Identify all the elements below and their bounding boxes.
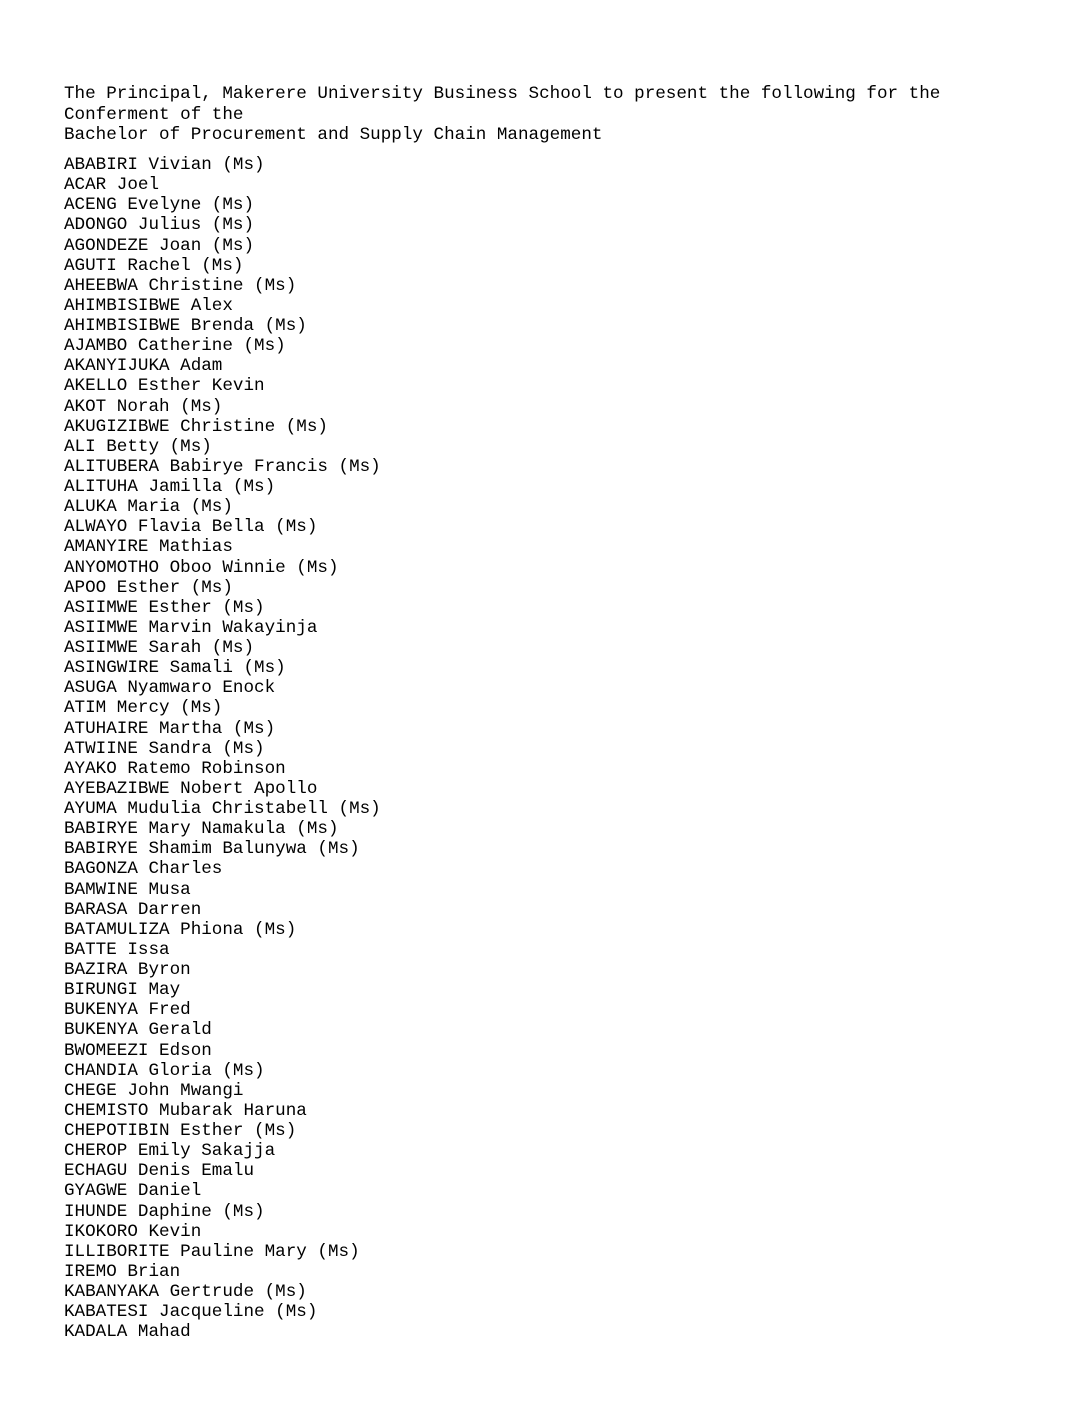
graduand-name: AGONDEZE Joan (Ms) [64, 235, 255, 256]
graduand-name: BAZIRA Byron [64, 960, 191, 980]
graduand-name: CHEROP Emily Sakajja [64, 1141, 276, 1162]
graduand-name: CHEMISTO Mubarak Haruna [64, 1100, 307, 1121]
graduand-name: ATWIINE Sandra (Ms) [64, 738, 265, 759]
document-content [64, 84, 1024, 1342]
graduand-name: BATTE Issa [64, 939, 170, 960]
graduand-name: IHUNDE Daphine (Ms) [64, 1201, 265, 1222]
graduand-name: AYEBAZIBWE Nobert Apollo [64, 778, 318, 799]
graduand-name: CHEPOTIBIN Esther (Ms) [64, 1121, 297, 1141]
graduand-name: AKELLO Esther Kevin [64, 376, 265, 397]
graduand-name: KADALA Mahad [64, 1322, 191, 1343]
graduand-name: ALITUHA Jamilla (Ms) [64, 477, 276, 497]
graduand-name: ASUGA Nyamwaro Enock [64, 678, 276, 699]
graduand-list [64, 155, 1024, 1342]
graduand-name: BAMWINE Musa [64, 879, 191, 900]
graduand-name: BATAMULIZA Phiona (Ms) [64, 919, 297, 940]
graduand-name: ALITUBERA Babirye Francis (Ms) [64, 456, 381, 477]
graduand-name: GYAGWE Daniel [64, 1181, 202, 1202]
graduand-name: KABATESI Jacqueline (Ms) [64, 1302, 318, 1323]
graduand-name: ILLIBORITE Pauline Mary (Ms) [64, 1241, 360, 1262]
graduand-name: ASIIMWE Sarah (Ms) [64, 638, 255, 658]
graduand-name: AMANYIRE Mathias [64, 537, 233, 558]
graduand-name: AKOT Norah (Ms) [64, 396, 223, 417]
graduand-name: ACAR Joel [64, 175, 160, 196]
graduand-name: BUKENYA Gerald [64, 1020, 212, 1041]
graduand-name: ASIIMWE Esther (Ms) [64, 597, 265, 618]
graduand-name: IKOKORO Kevin [64, 1221, 202, 1242]
graduand-name: ANYOMOTHO Oboo Winnie (Ms) [64, 557, 339, 578]
graduand-name: ALWAYO Flavia Bella (Ms) [64, 517, 318, 538]
graduand-name: ATUHAIRE Martha (Ms) [64, 718, 276, 739]
document-header [64, 84, 1024, 146]
graduand-name: ABABIRI Vivian (Ms) [64, 155, 265, 175]
graduand-name: ALI Betty (Ms) [64, 436, 212, 457]
graduand-name: AHIMBISIBWE Alex [64, 295, 233, 316]
graduand-name: CHEGE John Mwangi [64, 1080, 244, 1101]
header-line-intro: The Principal, Makerere University Business School to present the following for the [64, 84, 941, 104]
graduand-name: BAGONZA Charles [64, 859, 223, 880]
graduand-name: AKANYIJUKA Adam [64, 356, 223, 377]
graduand-name: ASIIMWE Marvin Wakayinja [64, 617, 318, 638]
graduand-name: ASINGWIRE Samali (Ms) [64, 658, 286, 679]
graduand-name: KABANYAKA Gertrude (Ms) [64, 1282, 307, 1302]
graduand-name: AHEEBWA Christine (Ms) [64, 275, 297, 296]
graduand-name: BIRUNGI May [64, 980, 181, 1001]
graduand-name: ADONGO Julius (Ms) [64, 215, 255, 236]
graduand-name: ACENG Evelyne (Ms) [64, 195, 255, 216]
graduand-name: IREMO Brian [64, 1261, 181, 1282]
graduand-name: CHANDIA Gloria (Ms) [64, 1060, 265, 1081]
graduand-name: BUKENYA Fred [64, 1000, 191, 1021]
graduand-name: BARASA Darren [64, 899, 202, 920]
header-line-degree: Bachelor of Procurement and Supply Chain Management [64, 125, 603, 145]
graduand-name: AHIMBISIBWE Brenda (Ms) [64, 316, 307, 336]
graduand-name: BWOMEEZI Edson [64, 1040, 212, 1061]
graduand-name: AKUGIZIBWE Christine (Ms) [64, 416, 328, 437]
header-line-conferment: Conferment of the [64, 104, 244, 125]
graduand-name: AYAKO Ratemo Robinson [64, 758, 286, 779]
graduand-name: AGUTI Rachel (Ms) [64, 255, 244, 276]
graduand-name: ALUKA Maria (Ms) [64, 497, 233, 518]
graduand-name: ATIM Mercy (Ms) [64, 698, 223, 719]
graduand-name: AYUMA Mudulia Christabell (Ms) [64, 799, 381, 819]
graduand-name: ECHAGU Denis Emalu [64, 1161, 255, 1182]
graduand-name: APOO Esther (Ms) [64, 577, 233, 598]
graduand-name: BABIRYE Mary Namakula (Ms) [64, 819, 339, 840]
graduand-name: AJAMBO Catherine (Ms) [64, 336, 286, 357]
graduand-name: BABIRYE Shamim Balunywa (Ms) [64, 839, 360, 860]
